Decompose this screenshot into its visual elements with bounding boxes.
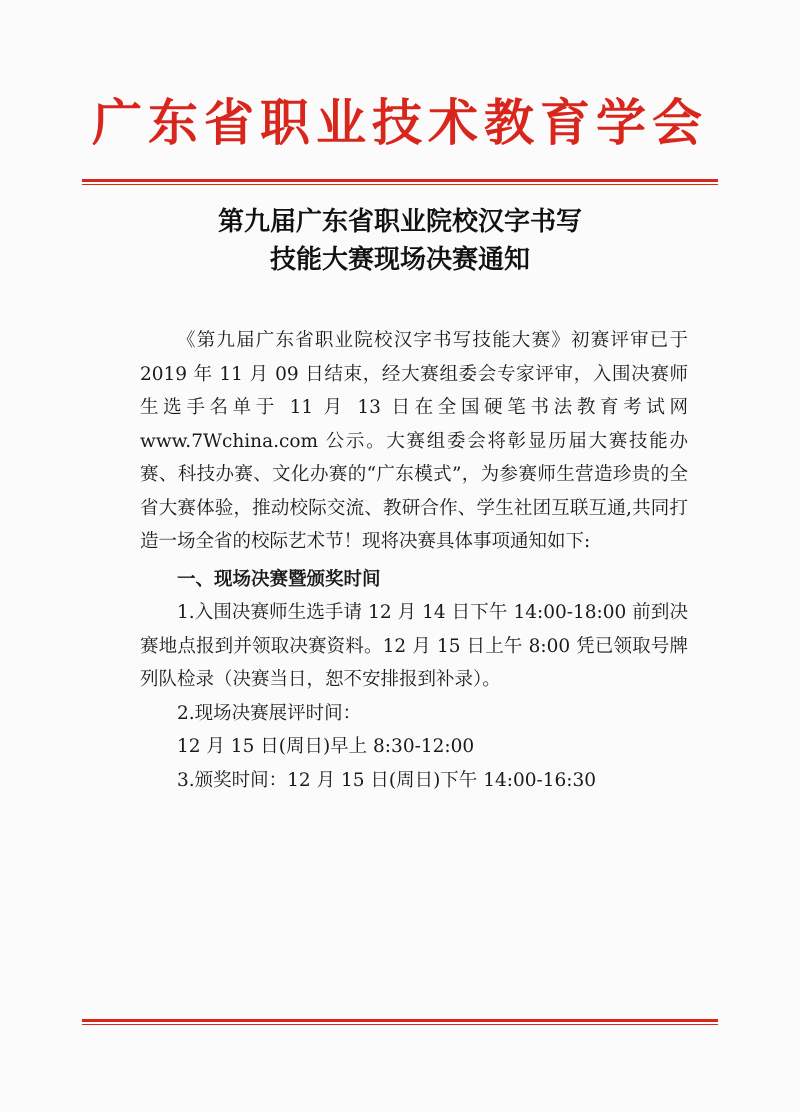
organization-letterhead: 广东省职业技术教育学会 <box>92 93 708 152</box>
footer-rule <box>82 1019 718 1025</box>
document-title-line-1: 第九届广东省职业院校汉字书写 <box>217 207 582 237</box>
document-title <box>0 203 800 279</box>
item-2-time: 12 月 15 日(周日)早上 8:30-12:00 <box>177 736 475 757</box>
rule-thick-line <box>82 1019 718 1022</box>
letterhead-top-rule <box>82 179 718 185</box>
document-title-line-2: 技能大赛现场决赛通知 <box>269 245 530 275</box>
item-3-paragraph: 3.颁奖时间：12 月 15 日(周日)下午 14:00-16:30 <box>177 769 597 791</box>
intro-paragraph: 《第九届广东省职业院校汉字书写技能大赛》初赛评审已于 2019 年 11 月 09 日结束，经大赛组委会专家评审，入围决赛师生选手名单于 11 月 13 日在全国硬笔书法教育考试网 www.7Wchina.com 公示。大赛组委会将彰显历届大赛技能办赛、科技办赛、文化办赛的“广东模式”，为参赛师生营造珍贵的全省大赛体验，推动校际交流、教研合作、学生社团互联互通,共同打造一场全省的校际艺术节！现将决赛具体事项通知如下: <box>140 330 688 552</box>
item-1-paragraph: 1.入围决赛师生选手请 12 月 14 日下午 14:00-18:00 前到决赛地点报到并领取决赛资料。12 月 15 日上午 8:00 凭已领取号牌列队检录（决赛当日，恕不安排报到补录）。 <box>140 602 688 690</box>
document-body <box>140 324 688 797</box>
item-2-label: 2.现场决赛展评时间： <box>177 702 362 724</box>
section-heading-1: 一、现场决赛暨颁奖时间 <box>177 568 381 590</box>
rule-thick-line <box>82 179 718 182</box>
rule-thin-line <box>82 1024 718 1025</box>
rule-thin-line <box>82 184 718 185</box>
